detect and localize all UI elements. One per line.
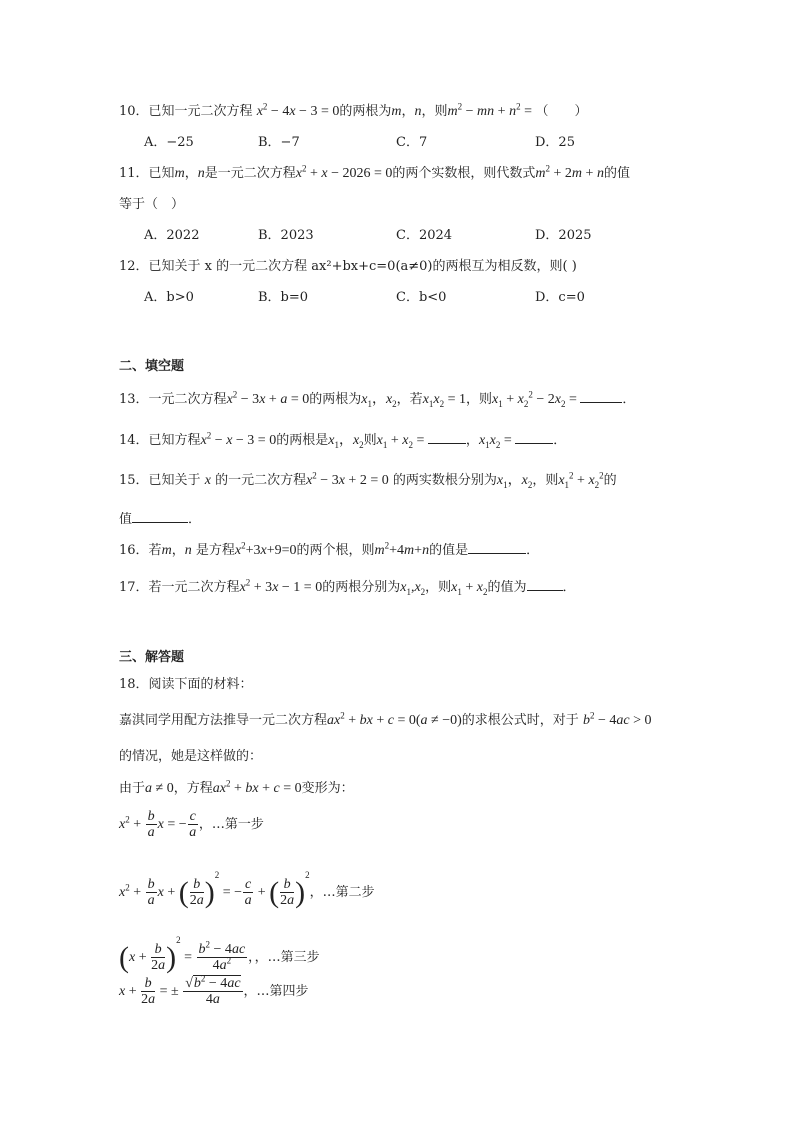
question-11: 11．已知m，n是一元二次方程$x^2 + x - 2026 = 0$的两个实数根，则代数式$m^2 + 2m + n$的值	[119, 163, 630, 181]
step-label: ，，…第三步	[248, 950, 320, 965]
equation: $ax^2$ + bx + c = 0(a ≠ −0)	[327, 710, 462, 728]
answer-blank[interactable]	[580, 389, 622, 403]
question-text: 则	[363, 433, 377, 448]
option-d: D．2025	[535, 228, 592, 243]
question-10: 10．已知一元二次方程 $x^2 - 4x - 3 = 0$的两根为m，n，则$m^2$ − mn + $n^2$ = （ ）	[119, 101, 588, 119]
question-text: 的两根分别为	[322, 580, 401, 595]
question-text: 已知方程	[148, 433, 201, 448]
period: ．	[553, 433, 567, 448]
section-heading: 二、填空题	[119, 359, 185, 374]
expression: $x_1 + x_2$ =	[376, 433, 428, 450]
question-text: 已知关于	[148, 473, 201, 488]
equation: $x^2+3x+9=0$	[234, 540, 297, 558]
expression: $m^2$ − mn + $n^2$ =	[447, 101, 536, 119]
formula: $x^2$ + $\frac{b}{a}$ x = − $\frac{c}{a}$	[119, 809, 197, 841]
expression: $x_1x_2$ =	[478, 433, 516, 450]
formula: x + $\frac{b}{2a}$ = ± $\frac{√b^2 - 4ac}{4a}$	[119, 973, 241, 1008]
option-c: C．b<0	[396, 290, 447, 305]
formula: (x + $\frac{b}{2a}$ )$^2$ = $\frac{b^2 - 4ac}{4a^2}$	[119, 935, 246, 974]
question-text: 的两个实数根，则代数式	[392, 166, 536, 181]
option-c: C．2024	[396, 228, 453, 243]
step-label: ，…第四步	[243, 984, 309, 999]
question-16: 16．若m，n 是方程$x^2+3x+9=0$的两个根，则$m^2+4m+n$的值是 ．	[119, 540, 540, 558]
question-text: 的一元二次方程	[215, 473, 307, 488]
question-14: 14．已知方程$x^2 - x - 3 = 0$的两根是$x_1$，$x_2$则$x_1 + x_2$ = ，$x_1x_2$ = ．	[119, 430, 567, 450]
question-text: ，若	[396, 392, 423, 407]
question-number: 11．	[119, 166, 149, 181]
question-text: 已知一元二次方程	[148, 104, 253, 119]
question-text: 是方程	[195, 543, 235, 558]
answer-blank[interactable]	[428, 430, 466, 444]
question-text: 的	[603, 473, 617, 488]
question-text-continued: 等于（ ）	[119, 197, 185, 212]
step-label: ，…第二步	[309, 885, 375, 900]
period: ．	[526, 543, 540, 558]
question-text: 是一元二次方程	[204, 166, 296, 181]
option-b: B．b=0	[258, 290, 309, 305]
question-number: 10．	[119, 104, 149, 119]
step-label: ，…第一步	[198, 817, 264, 832]
expression: $m^2+4m+n$	[374, 540, 430, 558]
equation: $x^2 + x - 2026 = 0$	[295, 163, 393, 181]
question-text: ，则	[466, 392, 493, 407]
option-a: A．2022	[144, 228, 200, 243]
equation: $x^2 - 3x + 2 = 0$	[306, 470, 389, 488]
condition: $b^2 - 4ac > 0$	[582, 710, 652, 728]
question-text: 若	[148, 543, 162, 558]
question-text: 的两个根，则	[296, 543, 375, 558]
question-text: 一元二次方程	[148, 392, 227, 407]
expression: $x_1^2 + x_2^2$	[558, 470, 604, 490]
derivation-step-1	[119, 808, 264, 842]
answer-blank[interactable]	[468, 540, 526, 554]
derivation-step-2	[119, 855, 375, 913]
question-number: 13．	[119, 392, 149, 407]
option-b: B．−7	[258, 135, 300, 150]
question-text: ，则	[421, 104, 448, 119]
period: ．	[562, 580, 576, 595]
period: ．	[188, 512, 202, 527]
equation: $ax^2$ + bx + c = 0	[212, 778, 302, 796]
question-number: 14．	[119, 433, 149, 448]
question-text: ，方程	[173, 781, 213, 796]
period: ．	[622, 392, 636, 407]
answer-blank[interactable]	[515, 430, 553, 444]
question-18-title: 18．阅读下面的材料：	[119, 677, 253, 692]
equation: $x^2 - 4x - 3 = 0$	[256, 101, 340, 119]
question-text: 值	[119, 512, 133, 527]
question-text: 的求根公式时，对于	[461, 713, 579, 728]
option-b: B．2023	[258, 228, 314, 243]
question-text: 的值是	[429, 543, 469, 558]
question-text: 的两根是	[276, 433, 329, 448]
condition: a ≠ 0	[145, 781, 174, 796]
option-a: A．−25	[144, 135, 194, 150]
comma: ，	[401, 104, 415, 119]
section-heading: 三、解答题	[119, 650, 185, 665]
question-number: 17．	[119, 580, 149, 595]
equation: $x^2 - 3x + a = 0$	[226, 389, 310, 407]
expression: $x_1 + x_2^2 - 2x_2$ =	[492, 389, 581, 409]
question-18-paragraph	[119, 780, 354, 798]
option-d: D．c=0	[535, 290, 585, 305]
question-text: 变形为：	[301, 781, 354, 796]
question-text: ，则	[425, 580, 452, 595]
question-15-continued	[119, 509, 201, 529]
question-18-paragraph	[119, 712, 651, 730]
expression: $x_1 + x_2$	[451, 580, 488, 597]
option-d: D．25	[535, 135, 575, 150]
question-17: 17．若一元二次方程$x^2 + 3x - 1 = 0$的两根分别为$x_1,x_2$，则$x_1 + x_2$的值为 ．	[119, 577, 576, 597]
equation: $x^2 + 3x - 1 = 0$	[239, 577, 323, 595]
question-text: 的两根为	[309, 392, 362, 407]
answer-blank[interactable]	[132, 509, 188, 523]
formula: $x^2$ + $\frac{b}{a}$ x + ( $\frac{b}{2a}$ )$^2$ = − $\frac{c}{a}$ + ( $\frac{b}{2a}$ )$^2$	[119, 870, 310, 909]
question-text: 的两根为	[339, 104, 392, 119]
question-12: 12．已知关于 x 的一元二次方程 ax²+bx+c=0(a≠0)的两根互为相反数，则( )	[119, 259, 577, 274]
answer-blank[interactable]	[527, 577, 563, 591]
option-a: A．b>0	[144, 290, 194, 305]
question-text: 的两实数根分别为	[392, 473, 497, 488]
question-text: 已知	[148, 166, 175, 181]
question-text: 的值	[603, 166, 630, 181]
option-c: C．7	[396, 135, 428, 150]
question-18-paragraph: 的情况，她是这样做的：	[119, 749, 263, 764]
question-text: 若一元二次方程	[148, 580, 240, 595]
question-number: 16．	[119, 543, 149, 558]
question-text: ，则	[532, 473, 559, 488]
expression: $m^2 + 2m + n$	[535, 163, 604, 181]
question-text: 嘉淇同学用配方法推导一元二次方程	[119, 713, 328, 728]
equation: $x^2 - x - 3 = 0$	[200, 430, 277, 448]
question-text: 的值为	[487, 580, 527, 595]
answer-bracket: （ ）	[535, 104, 588, 119]
condition: $x_1x_2 = 1$	[422, 392, 467, 409]
derivation-step-3	[119, 920, 320, 978]
question-text: 由于	[119, 781, 146, 796]
question-number: 15．	[119, 473, 149, 488]
question-13: 13．一元二次方程$x^2 - 3x + a = 0$的两根为$x_1$，$x_2$，若$x_1x_2 = 1$，则$x_1 + x_2^2 - 2x_2$ = ．	[119, 389, 636, 409]
question-15: 15．已知关于 x 的一元二次方程$x^2 - 3x + 2 = 0$ 的两实数根分别为$x_1$，$x_2$，则$x_1^2 + x_2^2$的	[119, 470, 617, 490]
derivation-step-4	[119, 972, 309, 1012]
